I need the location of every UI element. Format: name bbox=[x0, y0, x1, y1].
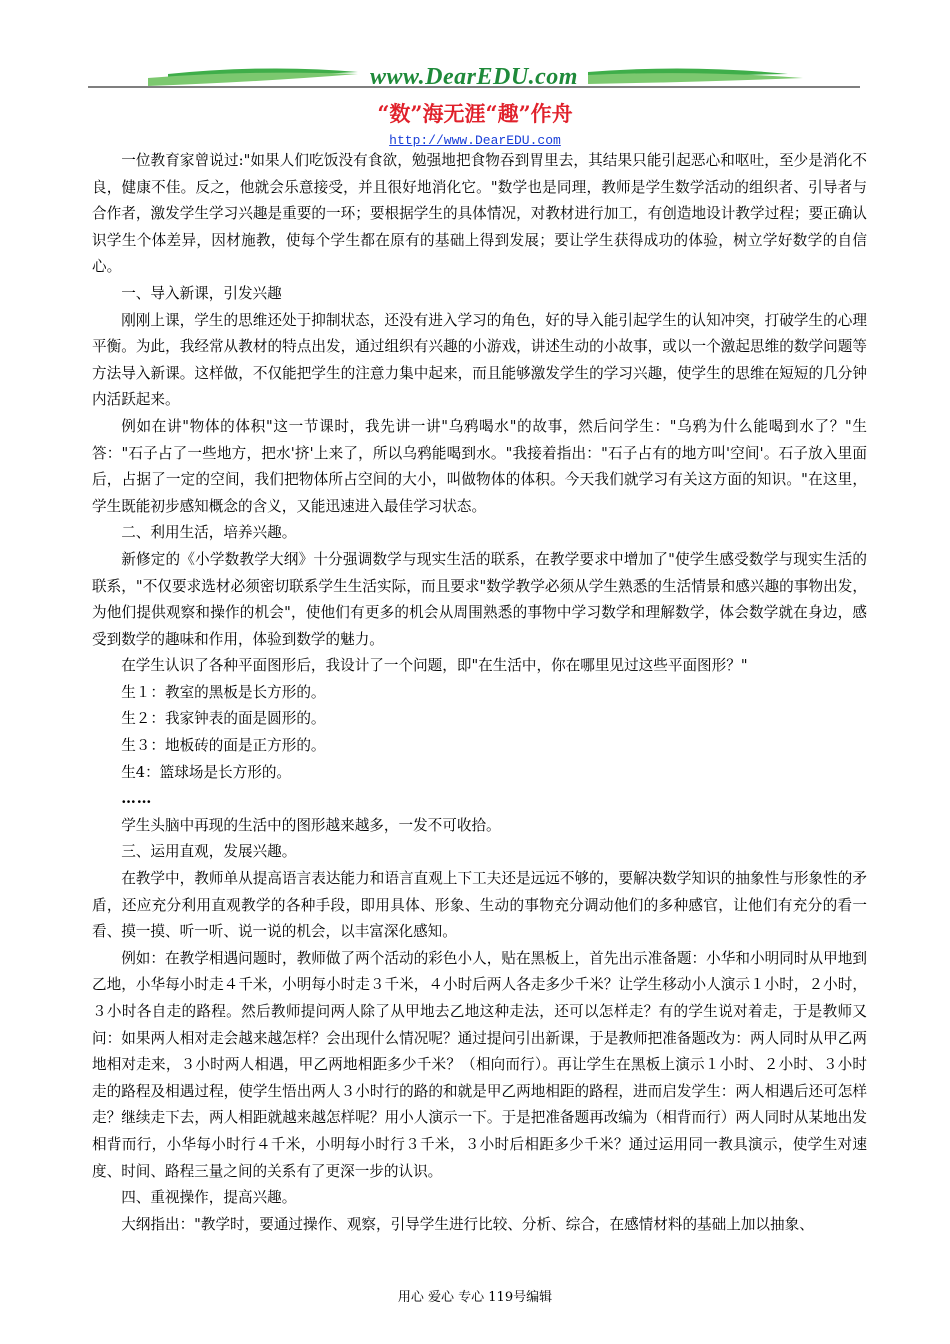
paragraph: 在学生认识了各种平面图形后，我设计了一个问题，即"在生活中，你在哪里见过这些平面图形？" bbox=[121, 657, 748, 675]
paragraph: 在教学中，教师单从提高语言表达能力和语言直观上下工夫还是远远不够的，要解决数学知识的抽象性与形象性的矛盾，还应充分利用直观教学的各种手段，即用具体、形象、生动的事物充分调动他们的多种感官，让他们有充分的看一看、摸一摸、听一听、说一说的机会，以丰富深化感知。 bbox=[92, 870, 867, 941]
paragraph: 新修定的《小学数教学大纲》十分强调数学与现实生活的联系，在教学要求中增加了"使学生感受数学与现实生活的联系，"不仅要求选材必须密切联系学生生活实际，而且要求"数学教学必须从学生熟悉的生活情景和感兴趣的事物出发，为他们提供观察和操作的机会"，使他们有更多的机会从周围熟悉的事物中学习数学和理解数学，体会数学就在身边，感受到数学的趣味和作用，体验到数学的魅力。 bbox=[92, 550, 867, 648]
paragraph: 学生头脑中再现的生活中的图形越来越多，一发不可收拾。 bbox=[121, 816, 501, 834]
article-body bbox=[92, 148, 867, 1238]
source-link[interactable]: http://www.DearEDU.com bbox=[389, 133, 561, 148]
paragraph: 大纲指出："教学时，要通过操作、观察，引导学生进行比较、分析、综合，在感情材料的基础上加以抽象、 bbox=[121, 1215, 814, 1233]
paragraph: 刚刚上课，学生的思维还处于抑制状态，还没有进入学习的角色，好的导入能引起学生的认知冲突，打破学生的心理平衡。为此，我经常从教材的特点出发，通过组织有兴趣的小游戏，讲述生动的小故事，或以一个激起思维的数学问题等方法导入新课。这样做，不仅能把学生的注意力集中起来，而且能够激发学生的学习兴趣，使学生的思维在短短的几分钟内活跃起来。 bbox=[92, 311, 867, 409]
student-answer: 生３：地板砖的面是正方形的。 bbox=[121, 737, 326, 755]
section-heading: 一、导入新课，引发兴趣 bbox=[121, 284, 282, 302]
student-answer: 生２：我家钟表的面是圆形的。 bbox=[121, 710, 326, 728]
page-footer: 用心 爱心 专心 119号编辑 bbox=[397, 1290, 553, 1305]
section-heading: 三、运用直观，发展兴趣。 bbox=[121, 843, 297, 861]
paragraph: 例如在讲"物体的体积"这一节课时，我先讲一讲"乌鸦喝水"的故事，然后问学生："乌鸦为什么能喝到水了？"生答："石子占了一些地方，把水'挤'上来了，所以乌鸦能喝到水。"我接着指出："石子占有的地方叫'空间'。石子放入里面后，占据了一定的空间，我们把物体所占空间的大小，叫做物体的体积。今天我们就学习有关这方面的知识。"在这里，学生既能初步感知概念的含义，又能迅速进入最佳学习状态。 bbox=[92, 417, 867, 515]
section-heading: 二、利用生活，培养兴趣。 bbox=[121, 524, 297, 542]
paragraph: 一位教育家曾说过:"如果人们吃饭没有食欲，勉强地把食物吞到胃里去，其结果只能引起恶心和呕吐，至少是消化不良，健康不佳。反之，他就会乐意接受，并且很好地消化它。"数学也是同理，教师是学生数学活动的组织者、引导者与合作者，激发学生学习兴趣是重要的一环；要根据学生的具体情况，对教材进行加工，有创造地设计教学过程；要正确认识学生个体差异，因材施教，使每个学生都在原有的基础上得到发展；要让学生获得成功的体验，树立学好数学的自信心。 bbox=[92, 152, 867, 276]
student-answer: 生１：教室的黑板是长方形的。 bbox=[121, 683, 326, 701]
section-heading: 四、重视操作，提高兴趣。 bbox=[121, 1189, 297, 1207]
ellipsis: …… bbox=[121, 790, 153, 808]
site-logo-text: www.DearEDU.com bbox=[370, 64, 578, 90]
student-answer: 生4：篮球场是长方形的。 bbox=[121, 763, 292, 781]
site-banner bbox=[88, 60, 860, 92]
paragraph: 例如：在教学相遇问题时，教师做了两个活动的彩色小人，贴在黑板上，首先出示准备题：小华和小明同时从甲地到乙地，小华每小时走４千米，小明每小时走３千米，４小时后两人各走多少千米？让学生移动小人演示１小时，２小时，３小时各自走的路程。然后教师提问两人除了从甲地去乙地这种走法，还可以怎样走？有的学生说对着走，于是教师又问：如果两人相对走会越来越怎样？会出现什么情况呢？通过提问引出新课，于是教师把准备题改为：两人同时从甲乙两地相对走来，３小时两人相遇，甲乙两地相距多少千米？（相向而行）。再让学生在黑板上演示１小时、２小时、３小时走的路程及相遇过程，使学生悟出两人３小时行的路的和就是甲乙两地相距的路程，进而启发学生：两人相遇后还可怎样走？继续走下去，两人相距就越来越怎样呢？用小人演示一下。于是把准备题再改编为（相背而行）两人同时从某地出发相背而行，小华每小时行４千米，小明每小时行３千米，３小时后相距多少千米？通过运用同一教具演示，使学生对速度、时间、路程三量之间的关系有了更深一步的认识。 bbox=[92, 949, 867, 1180]
article-title: “数”海无涯“趣”作舟 bbox=[377, 101, 573, 126]
